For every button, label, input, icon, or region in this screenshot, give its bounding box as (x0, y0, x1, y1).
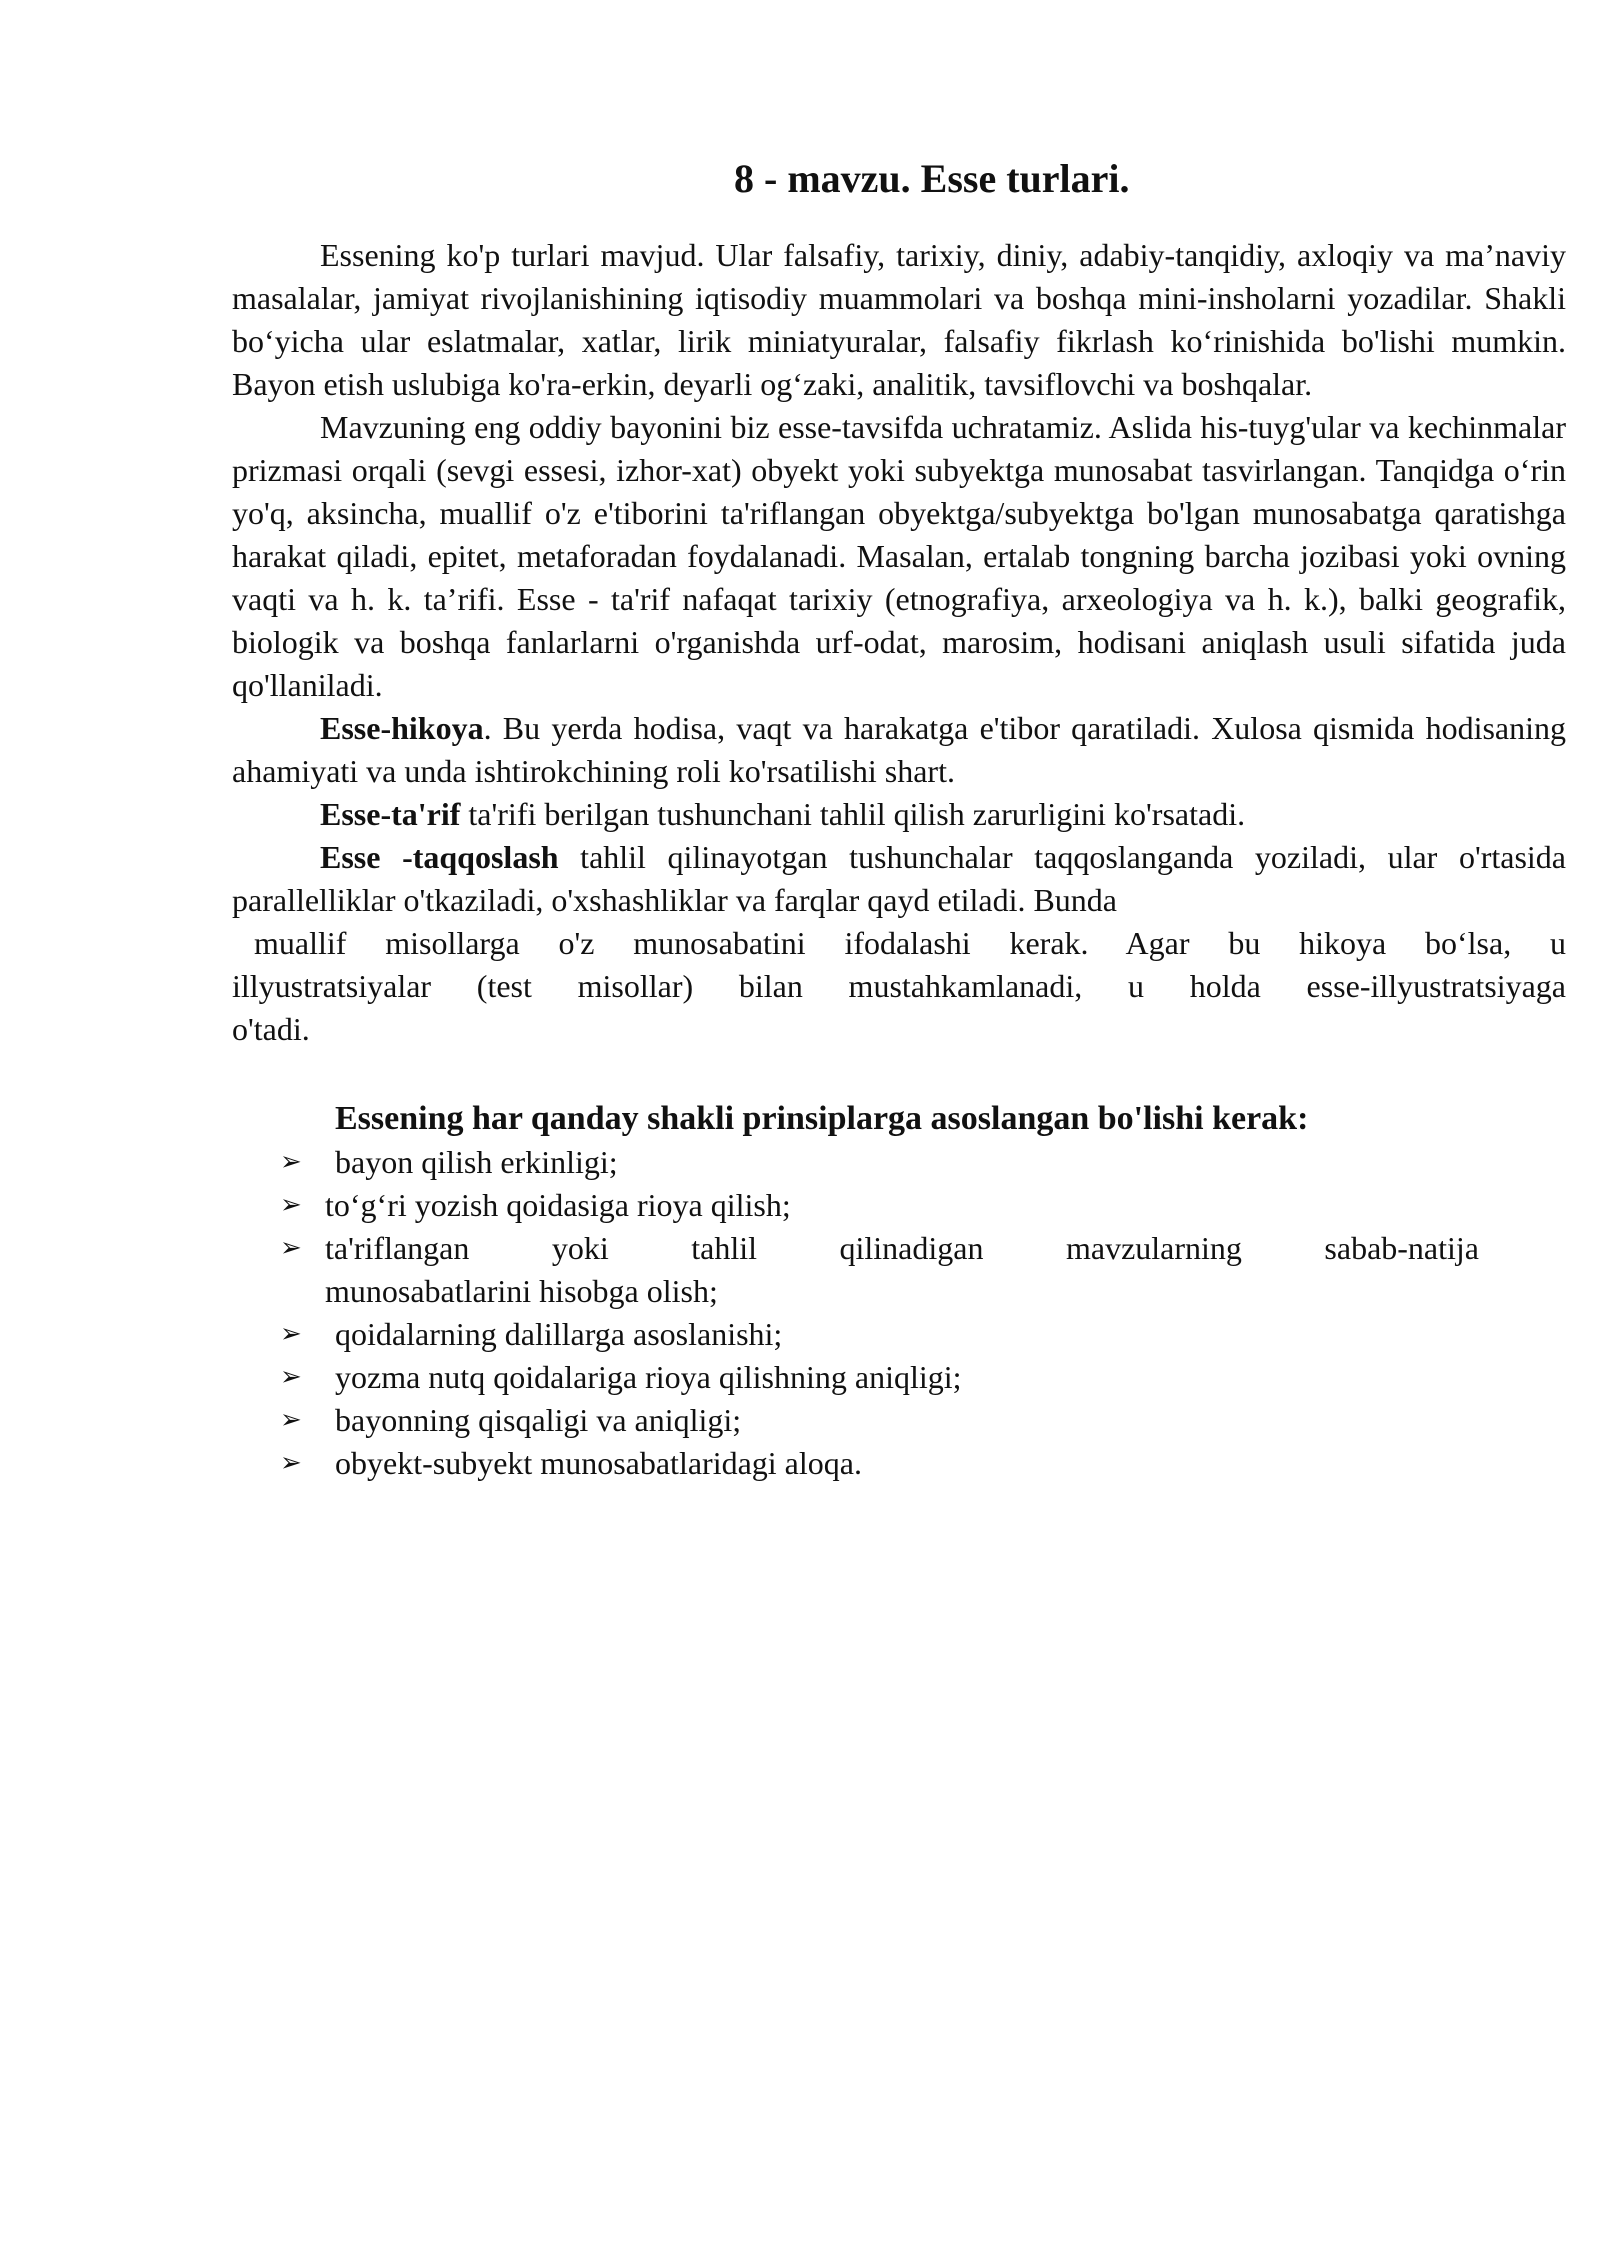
list-item (232, 1399, 1566, 1442)
principles-list (232, 1141, 1566, 1485)
continuation-line: muallif misollarga o'z munosabatini ifodalashi kerak. Agar bu hikoya bo‘lsa, u (254, 925, 1566, 961)
arrow-bullet-icon: ➢ (280, 1448, 302, 1478)
arrow-bullet-icon: ➢ (280, 1319, 302, 1349)
term-esse-tarif: Esse-ta'rif (320, 796, 461, 832)
list-item (232, 1227, 1566, 1313)
list-item-text: obyekt-subyekt munosabatlaridagi aloqa. (335, 1445, 862, 1481)
list-item-text: qoidalarning dalillarga asoslanishi; (335, 1316, 783, 1352)
paragraph-esse-hikoya-text: . Bu yerda hodisa, vaqt va harakatga e'tibor qaratiladi. Xulosa qismida hodisaning ahamiyati va unda ishtirokchining roli ko'rsatilishi shart. (232, 710, 1566, 789)
list-item-text: to‘g‘ri yozish qoidasiga rioya qilish; (325, 1187, 791, 1223)
term-esse-hikoya: Esse-hikoya (320, 710, 484, 746)
list-item (232, 1141, 1566, 1184)
paragraph-esse-tarif-text: ta'rifi berilgan tushunchani tahlil qilish zarurligini ko'rsatadi. (460, 796, 1246, 832)
arrow-bullet-icon: ➢ (280, 1190, 302, 1220)
list-item (232, 1313, 1566, 1356)
paragraph-continuation (232, 922, 1566, 1051)
continuation-line: o'tadi. (232, 1011, 310, 1047)
arrow-bullet-icon: ➢ (280, 1147, 302, 1177)
arrow-bullet-icon: ➢ (280, 1362, 302, 1392)
principles-heading: Essening har qanday shakli prinsiplarga asoslangan bo'lishi kerak: (335, 1100, 1309, 1137)
paragraph-esse-hikoya (232, 707, 1566, 793)
paragraph-esse-tavsif: Mavzuning eng oddiy bayonini biz esse-tavsifda uchratamiz. Aslida his-tuyg'ular va kechinmalar prizmasi orqali (sevgi essesi, izhor-xat) obyekt yoki subyektga munosabat tasvirlangan. Tanqidga o‘rin yo'q, aksincha, muallif o'z e'tiborini ta'riflangan obyektga/subyektga bo'lgan munosabatga qaratishga harakat qiladi, epitet, metaforadan foydalanadi. Masalan, ertalab tongning barcha jozibasi yoki ovning vaqti va h. k. ta’rifi. Esse - ta'rif nafaqat tarixiy (etnografiya, arxeologiya va h. k.), balki geografik, biologik va boshqa fanlarlarni o'rganishda urf-odat, marosim, hodisani aniqlash usuli sifatida juda qo'llaniladi. (232, 409, 1566, 703)
page-title: 8 - mavzu. Esse turlari. (734, 156, 1130, 201)
list-item (232, 1356, 1566, 1399)
list-item-text: yozma nutq qoidalariga rioya qilishning aniqligi; (335, 1359, 962, 1395)
arrow-bullet-icon: ➢ (280, 1405, 302, 1435)
paragraph-intro: Essening ko'p turlari mavjud. Ular falsafiy, tarixiy, diniy, adabiy-tanqidiy, axloqiy va ma’naviy masalalar, jamiyat rivojlanishining iqtisodiy muammolari va boshqa mini-insholarni yozadilar. Shakli bo‘yicha ular eslatmalar, xatlar, lirik miniatyuralar, falsafiy fikrlash ko‘rinishida bo'lishi mumkin. Bayon etish uslubiga ko'ra-erkin, deyarli og‘zaki, analitik, tavsiflovchi va boshqalar. (232, 237, 1566, 402)
document-page (232, 150, 1566, 1485)
arrow-bullet-icon: ➢ (280, 1233, 302, 1263)
list-item-text: bayon qilish erkinligi; (335, 1144, 618, 1180)
paragraph-esse-taqqoslash-text: tahlil qilinayotgan tushunchalar taqqoslanganda yoziladi, ular o'rtasida parallelliklar o'tkaziladi, o'xshashliklar va farqlar qayd etiladi. Bunda (232, 839, 1566, 918)
paragraph-esse-tarif (232, 793, 1566, 836)
list-item-text-continuation: munosabatlarini hisobga olish; (325, 1273, 718, 1309)
term-esse-taqqoslash: Esse -taqqoslash (320, 839, 559, 875)
continuation-line: illyustratsiyalar (test misollar) bilan mustahkamlanadi, u holda esse-illyustratsiyaga (232, 968, 1566, 1004)
list-item (232, 1184, 1566, 1227)
list-item-text: bayonning qisqaligi va aniqligi; (335, 1402, 742, 1438)
list-item-text: ta'riflangan yoki tahlil qilinadigan mavzularning sabab-natija (325, 1230, 1479, 1266)
list-item (232, 1442, 1566, 1485)
paragraph-esse-taqqoslash (232, 836, 1566, 922)
